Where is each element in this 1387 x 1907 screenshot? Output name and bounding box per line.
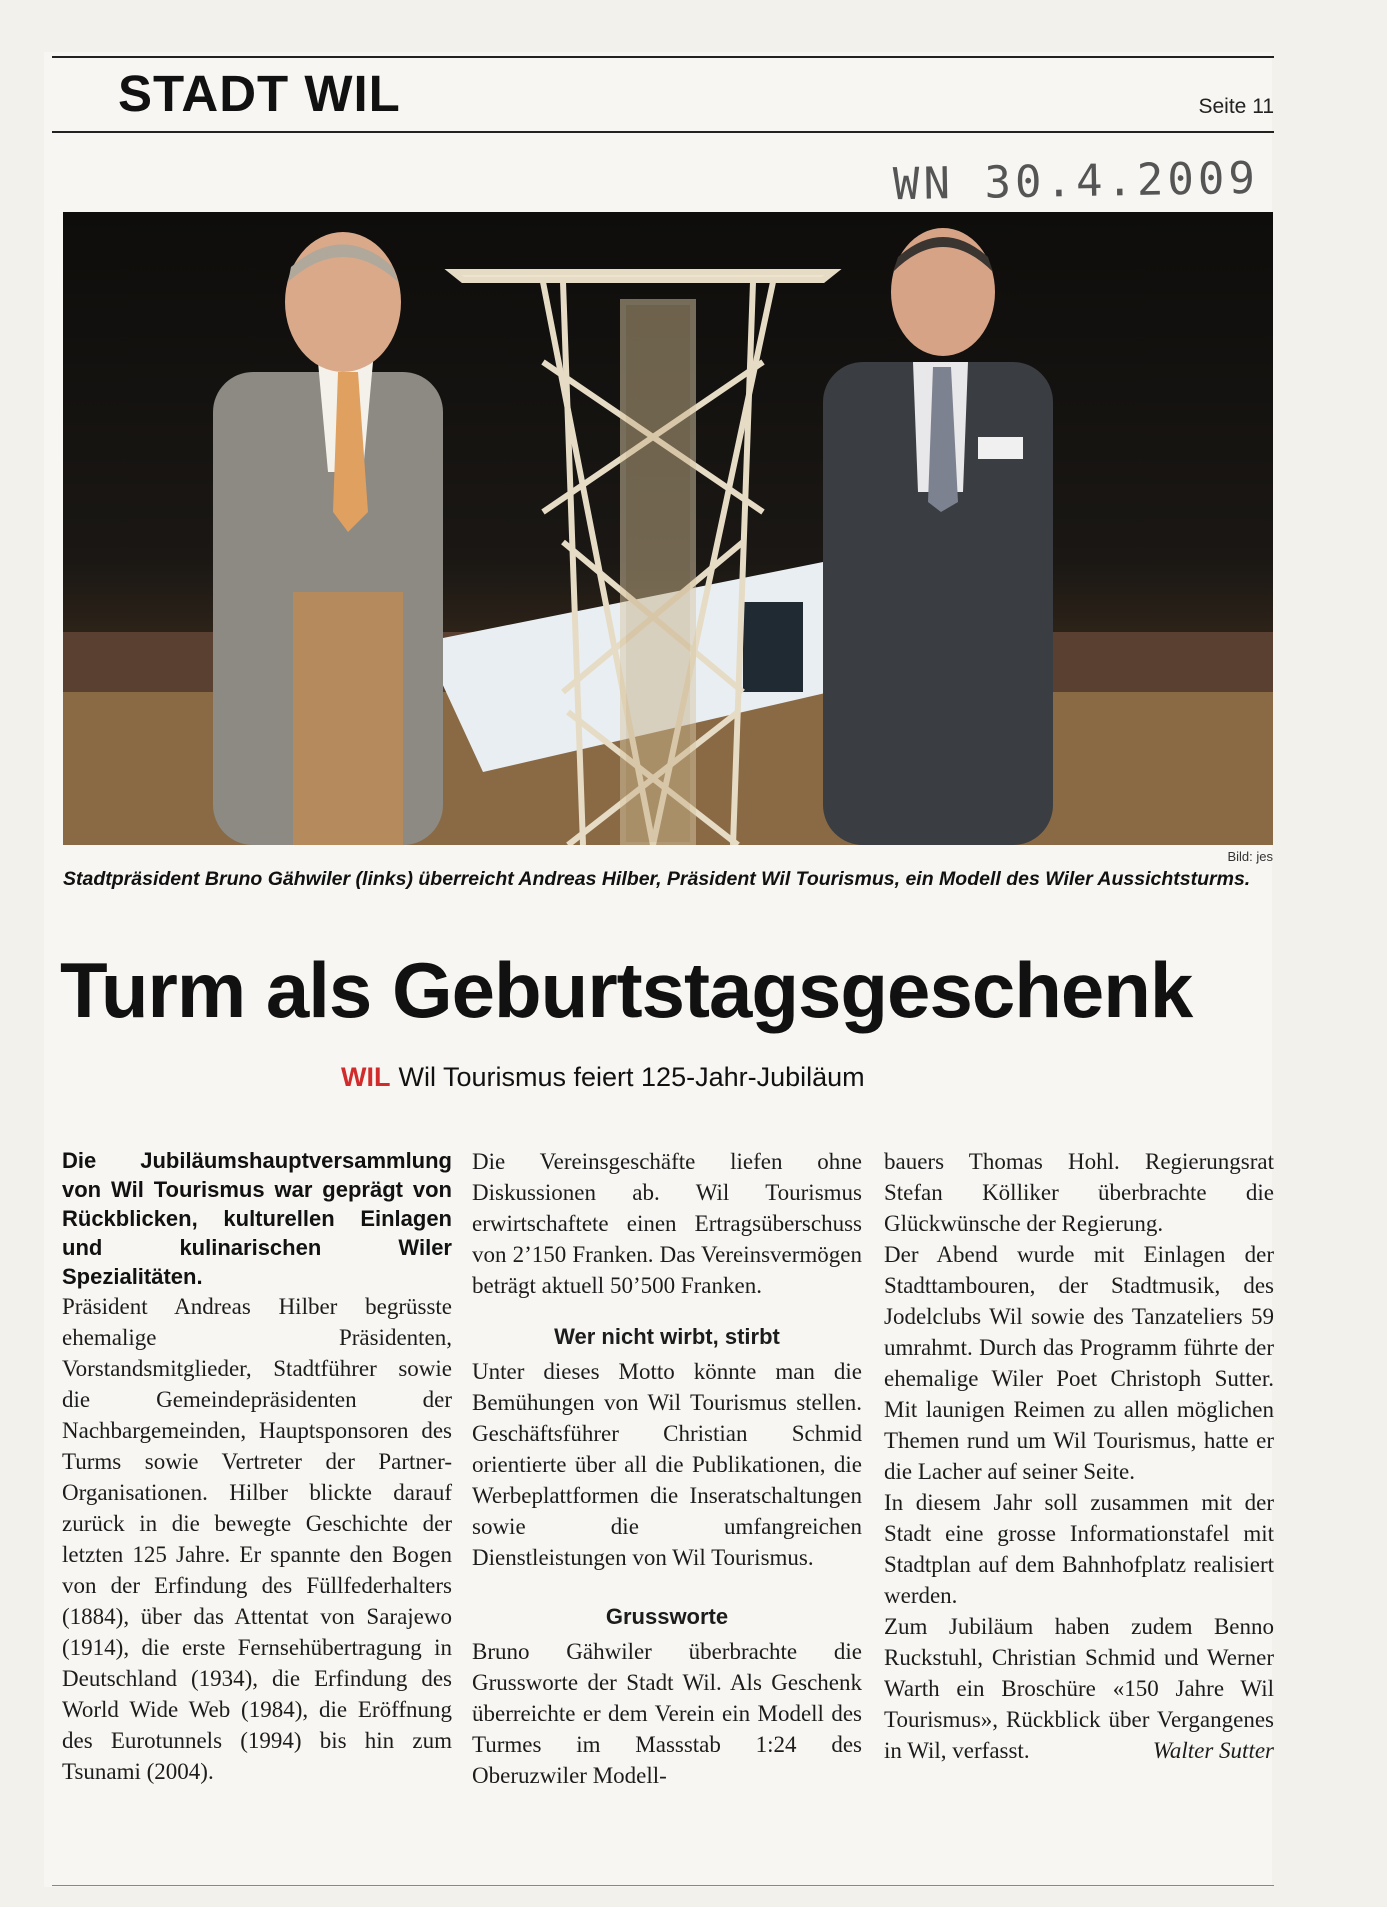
photo-caption: Stadtpräsident Bruno Gähwiler (links) überreicht Andreas Hilber, Präsident Wil Tourismus, ein Modell des Wiler Aussichtsturms. [63, 868, 1251, 890]
handwritten-date-note: WN 30.4.2009 [892, 152, 1260, 211]
subheading: Wer nicht wirbt, stirbt [554, 1324, 780, 1349]
person-right [823, 228, 1053, 845]
column-1 [62, 1146, 452, 1787]
column-2 [472, 1146, 862, 1791]
photo-illustration [63, 212, 1273, 845]
article-subheadline [341, 1062, 865, 1093]
paragraph: bauers Thomas Hohl. Regierungsrat Stefan Kölliker überbrachte die Glückwünsche der Regierung. [884, 1149, 1274, 1236]
top-rule [52, 56, 1274, 58]
column-3 [884, 1146, 1274, 1766]
paragraph: Präsident Andreas Hilber begrüsste ehemalige Präsidenten, Vorstandsmitglieder, Stadtführer sowie die Gemeindepräsidenten der Nachbargemeinden, Hauptsponsoren des Turms sowie Vertreter der Partner-Organisationen. Hilber blickte darauf zurück in die bewegte Geschichte der letzten 125 Jahre. Er spannte den Bogen von der Erfindung des Füllfederhalters (1884), über das Attentat von Sarajewo (1914), die erste Fernsehübertragung in Deutschland (1934), die Erfindung des World Wide Web (1984), die Eröffnung des Eurotunnels (1994) bis hin zum Tsunami (2004). [62, 1294, 452, 1784]
location-kicker: WIL [341, 1062, 391, 1092]
paragraph: Zum Jubiläum haben zudem Benno Ruckstuhl, Christian Schmid und Werner Warth ein Broschüre «150 Jahre Wil Tourismus», Rückblick über Vergangenes in Wil, verfasst. [884, 1614, 1274, 1763]
person-left [213, 232, 443, 845]
paragraph: Der Abend wurde mit Einlagen der Stadttambouren, der Stadtmusik, des Jodelclubs Wil sowie des Tanzateliers 59 umrahmt. Durch das Programm führte der ehemalige Wiler Poet Christoph Sutter. Mit launigen Reimen zu allen möglichen Themen rund um Wil Tourismus, hatte er die Lacher auf seiner Seite. [884, 1242, 1274, 1484]
paragraph: Bruno Gähwiler überbrachte die Grussworte der Stadt Wil. Als Geschenk überreichte er dem Verein ein Modell des Turmes im Massstab 1:24 des Oberuzwiler Modell- [472, 1639, 862, 1788]
paragraph: Unter dieses Motto könnte man die Bemühungen von Wil Tourismus stellen. Geschäftsführer Christian Schmid orientierte über all die Publikationen, die Werbeplattformen die Inseratschaltungen sowie die umfangreichen Dienstleistungen von Wil Tourismus. [472, 1359, 862, 1570]
paragraph: Die Vereinsgeschäfte liefen ohne Diskussionen ab. Wil Tourismus erwirtschaftete einen Ertragsüberschuss von 2’150 Franken. Das Vereinsvermögen beträgt aktuell 50’500 Franken. [472, 1149, 862, 1298]
banner-logo [743, 602, 803, 692]
photo-credit: Bild: jes [1227, 849, 1273, 864]
page-number: Seite 11 [1198, 95, 1274, 118]
article-photo [63, 212, 1273, 845]
article-headline: Turm als Geburtstagsgeschenk [60, 946, 1193, 1034]
article-lead: Die Jubiläumshauptversammlung von Wil Tourismus war geprägt von Rückblicken, kulturellen Einlagen und kulinarischen Wiler Spezialitäten. [62, 1148, 452, 1289]
paragraph: In diesem Jahr soll zusammen mit der Stadt eine grosse Informationstafel mit Stadtplan auf dem Bahnhofplatz realisiert werden. [884, 1490, 1274, 1608]
subheadline-text: Wil Tourismus feiert 125-Jahr-Jubiläum [398, 1062, 865, 1092]
section-title: STADT WIL [118, 65, 401, 122]
bottom-rule [52, 1885, 1274, 1886]
header-rule [52, 131, 1274, 133]
subheading: Grussworte [605, 1604, 729, 1629]
author-name: Walter Sutter [1152, 1738, 1274, 1763]
